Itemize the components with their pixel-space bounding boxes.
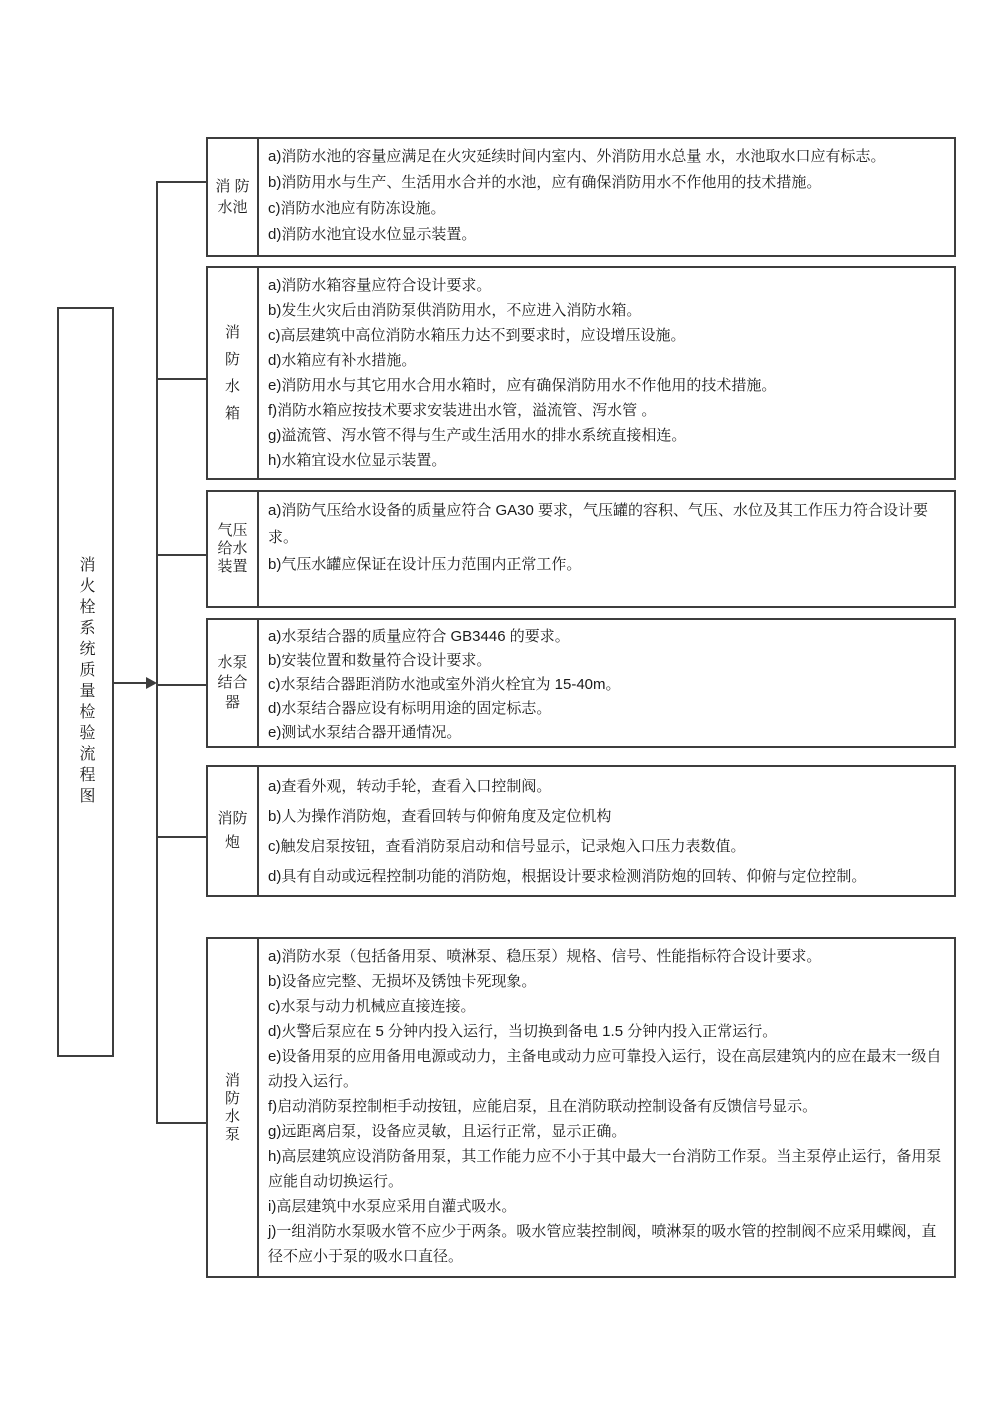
section-pneumatic-water-supply bbox=[206, 490, 956, 608]
requirement-item: d)消防水池宜设水位显示装置。 bbox=[268, 226, 477, 243]
requirement-item: g)远距离启泵，设备应灵敏，且运行正常，显示正确。 bbox=[268, 1123, 627, 1140]
label-line: 水 bbox=[224, 378, 240, 395]
requirement-item: b)发生火灾后由消防泵供消防用水，不应进入消防水箱。 bbox=[268, 302, 642, 319]
requirement-item: b)人为操作消防炮，查看回转与仰俯角度及定位机构 bbox=[268, 808, 612, 825]
label-line: 水泵 bbox=[217, 654, 248, 671]
label-line: 器 bbox=[224, 694, 240, 711]
section-label-pneumatic-water-supply bbox=[208, 492, 259, 606]
requirement-item: a)消防气压给水设备的质量应符合 GA30 要求，气压罐的容积、气压、水位及其工作压力符合设计要求。 bbox=[268, 502, 929, 546]
requirement-item: h)水箱宜设水位显示装置。 bbox=[268, 452, 447, 469]
requirement-item: b)安装位置和数量符合设计要求。 bbox=[268, 652, 492, 669]
requirement-item: a)消防水泵（包括备用泵、喷淋泵、稳压泵）规格、信号、性能指标符合设计要求。 bbox=[268, 948, 822, 965]
branch-line-fire-water-tank bbox=[156, 378, 206, 380]
section-content-fire-monitor bbox=[259, 767, 954, 895]
label-line: 装置 bbox=[217, 558, 248, 575]
requirement-item: d)具有自动或远程控制功能的消防炮，根据设计要求检测消防炮的回转、仰俯与定位控制。 bbox=[268, 868, 867, 885]
branch-line-fire-pool bbox=[156, 181, 206, 183]
label-line: 水 bbox=[224, 1107, 240, 1125]
label-line: 消 防 bbox=[215, 178, 250, 195]
requirement-item: b)设备应完整、无损坏及锈蚀卡死现象。 bbox=[268, 973, 537, 990]
requirement-item: a)水泵结合器的质量应符合 GB3446 的要求。 bbox=[268, 628, 570, 645]
section-fire-monitor bbox=[206, 765, 956, 897]
label-line: 气压 bbox=[217, 522, 248, 539]
label-line: 水池 bbox=[217, 199, 248, 216]
requirement-item: g)溢流管、泻水管不得与生产或生活用水的排水系统直接相连。 bbox=[268, 427, 687, 444]
label-line: 消防 bbox=[217, 810, 248, 827]
section-label-pump-adapter bbox=[208, 620, 259, 746]
requirement-item: c)消防水池应有防冻设施。 bbox=[268, 200, 446, 217]
label-line: 箱 bbox=[224, 405, 240, 422]
label-line: 消 bbox=[224, 1071, 240, 1089]
flowchart-title-box bbox=[57, 307, 114, 1057]
section-content-fire-pool bbox=[259, 139, 954, 255]
requirement-item: a)查看外观，转动手轮，查看入口控制阀。 bbox=[268, 778, 552, 795]
requirement-item: a)消防水箱容量应符合设计要求。 bbox=[268, 277, 492, 294]
trunk-line bbox=[156, 181, 158, 1124]
requirement-item: i)高层建筑中水泵应采用自灌式吸水。 bbox=[268, 1198, 517, 1215]
requirement-item: c)水泵与动力机械应直接连接。 bbox=[268, 998, 476, 1015]
label-line: 结合 bbox=[217, 674, 248, 691]
section-content-pump-adapter bbox=[259, 620, 954, 746]
requirement-item: d)水箱应有补水措施。 bbox=[268, 352, 417, 369]
section-label-fire-pool bbox=[208, 139, 259, 255]
requirement-item: b)气压水罐应保证在设计压力范围内正常工作。 bbox=[268, 556, 582, 573]
section-content-fire-pump bbox=[259, 939, 954, 1276]
branch-line-fire-pump bbox=[156, 1122, 206, 1124]
requirement-item: e)设备用泵的应用备用电源或动力，主备电或动力应可靠投入运行，设在高层建筑内的应在最末一级自动投入运行。 bbox=[268, 1048, 942, 1090]
requirement-item: e)测试水泵结合器开通情况。 bbox=[268, 724, 462, 741]
requirement-item: c)触发启泵按钮，查看消防泵启动和信号显示，记录炮入口压力表数值。 bbox=[268, 838, 746, 855]
requirement-item: e)消防用水与其它用水合用水箱时，应有确保消防用水不作他用的技术措施。 bbox=[268, 377, 777, 394]
requirement-item: f)启动消防泵控制柜手动按钮，应能启泵，且在消防联动控制设备有反馈信号显示。 bbox=[268, 1098, 818, 1115]
label-line: 泵 bbox=[224, 1125, 240, 1143]
branch-line-pump-adapter bbox=[156, 684, 206, 686]
label-line: 炮 bbox=[224, 834, 240, 851]
requirement-item: c)水泵结合器距消防水池或室外消火栓宜为 15-40m。 bbox=[268, 676, 621, 693]
requirement-item: f)消防水箱应按技术要求安装进出水管，溢流管、泻水管 。 bbox=[268, 402, 657, 419]
section-label-fire-pump bbox=[208, 939, 259, 1276]
branch-line-pneumatic-water-supply bbox=[156, 554, 206, 556]
label-line: 给水 bbox=[217, 540, 248, 557]
requirement-item: c)高层建筑中高位消防水箱压力达不到要求时，应设增压设施。 bbox=[268, 327, 686, 344]
requirement-item: d)火警后泵应在 5 分钟内投入运行，当切换到备电 1.5 分钟内投入正常运行。 bbox=[268, 1023, 778, 1040]
label-line: 消 bbox=[224, 324, 240, 341]
section-fire-pool bbox=[206, 137, 956, 257]
requirement-item: j)一组消防水泵吸水管不应少于两条。吸水管应装控制阀，喷淋泵的吸水管的控制阀不应采用蝶阀，直径不应小于泵的吸水口直径。 bbox=[268, 1223, 937, 1265]
requirement-item: a)消防水池的容量应满足在火灾延续时间内室内、外消防用水总量 水，水池取水口应有标志。 bbox=[268, 148, 886, 165]
arrow-connector-line bbox=[114, 682, 147, 684]
requirement-item: d)水泵结合器应设有标明用途的固定标志。 bbox=[268, 700, 552, 717]
section-fire-pump bbox=[206, 937, 956, 1278]
branch-line-fire-monitor bbox=[156, 836, 206, 838]
section-fire-water-tank bbox=[206, 266, 956, 480]
section-label-fire-water-tank bbox=[208, 268, 259, 478]
requirement-item: b)消防用水与生产、生活用水合并的水池，应有确保消防用水不作他用的技术措施。 bbox=[268, 174, 822, 191]
section-label-fire-monitor bbox=[208, 767, 259, 895]
requirement-item: h)高层建筑应设消防备用泵，其工作能力应不小于其中最大一台消防工作泵。当主泵停止运行，备用泵应能自动切换运行。 bbox=[268, 1148, 942, 1190]
label-line: 防 bbox=[224, 1089, 240, 1107]
section-pump-adapter bbox=[206, 618, 956, 748]
section-content-pneumatic-water-supply bbox=[259, 492, 954, 606]
flowchart-title: 消火栓系统质量检验流程图 bbox=[77, 556, 94, 808]
section-content-fire-water-tank bbox=[259, 268, 954, 478]
label-line: 防 bbox=[224, 351, 240, 368]
